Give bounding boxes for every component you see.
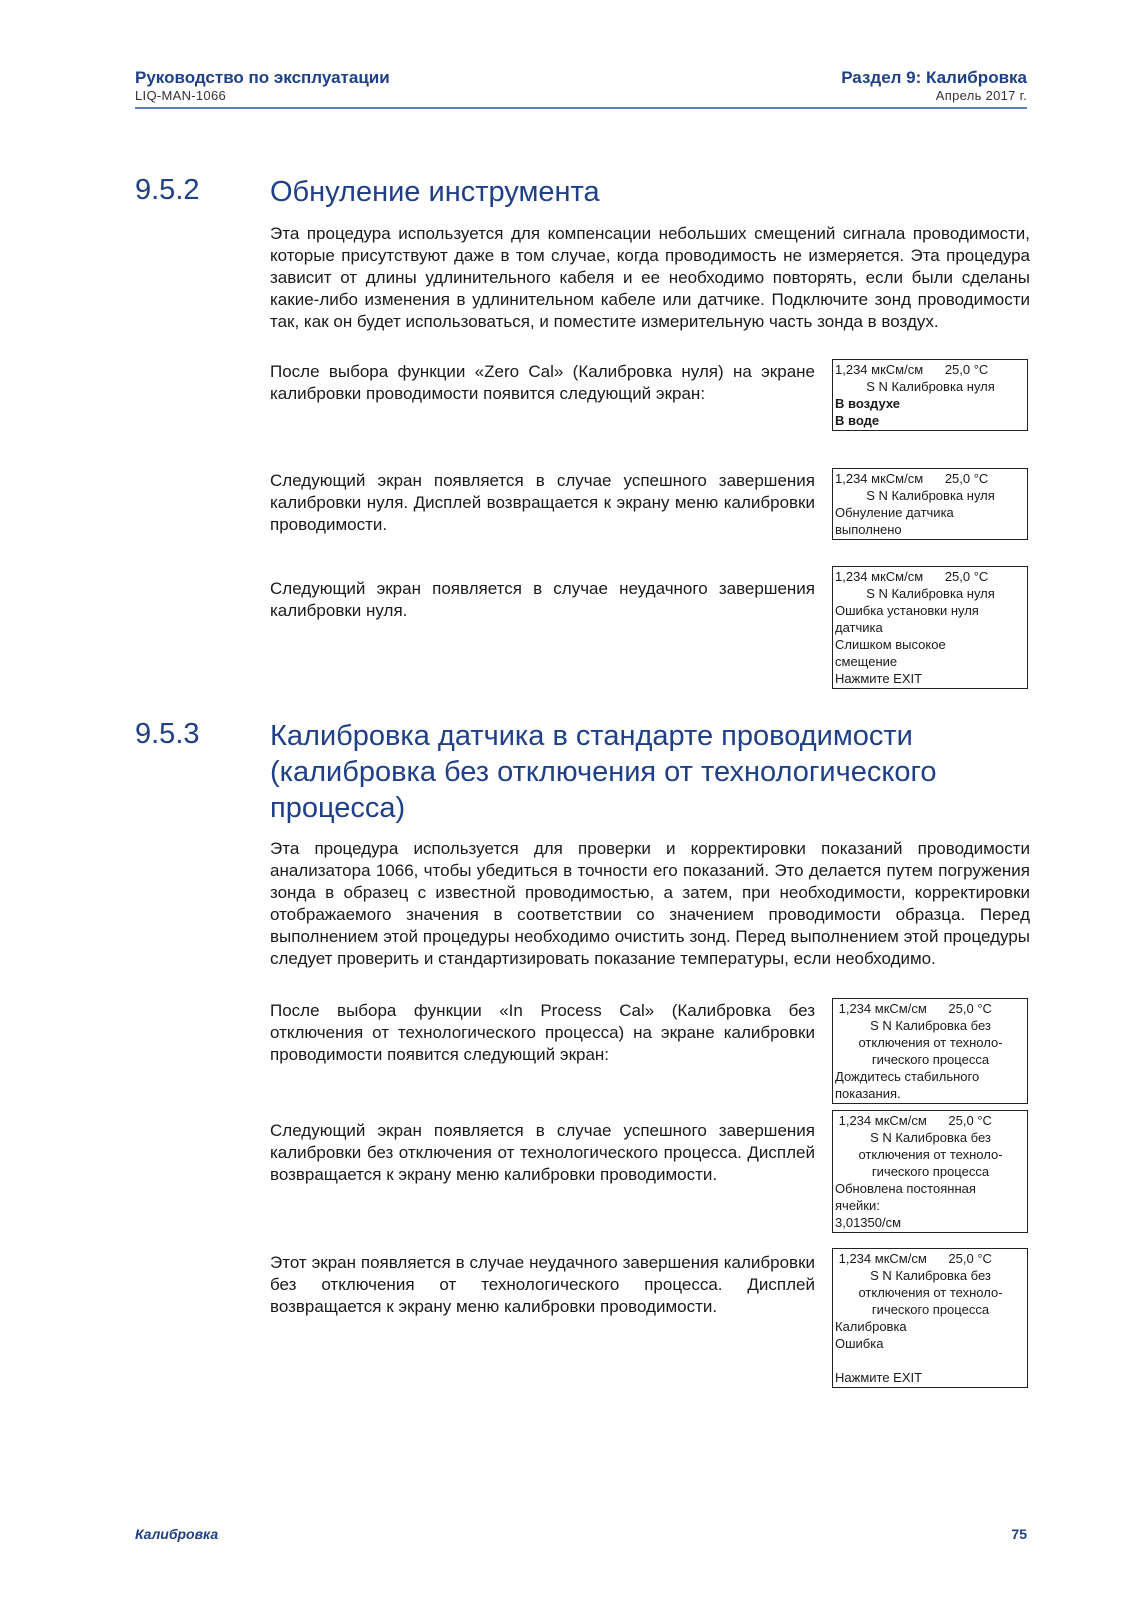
screen-line: 1,234 мкСм/см 25,0 °C <box>835 1251 992 1266</box>
doc-code: LIQ-MAN-1066 <box>135 88 227 103</box>
para-inprocess-start: После выбора функции «In Process Cal» (Калибровка без отключения от технологического процесса) на экране калибровки проводимости появится следующий экран: <box>270 1001 815 1064</box>
screen-line: Обновлена постоянная <box>835 1181 976 1196</box>
header-date: Апрель 2017 г. <box>935 88 1027 103</box>
display-screen-inprocess <box>832 998 1028 1104</box>
screen-line: гического процесса <box>871 1302 990 1317</box>
section-number-953: 9.5.3 <box>135 718 200 750</box>
display-screen-zero-success <box>832 468 1028 540</box>
section-title-line: (калибровка без отключения от технологического <box>270 756 937 788</box>
para-inprocess-fail: Этот экран появляется в случае неудачного завершения калибровки без отключения от технологического процесса. Дисплей возвращается к экрану меню калибровки проводимости. <box>270 1253 815 1316</box>
section-title-953 <box>270 718 1030 826</box>
display-screen-zero-fail <box>832 566 1028 689</box>
screen-line: 1,234 мкСм/см 25,0 °C <box>835 471 989 486</box>
screen-line: гического процесса <box>871 1164 990 1179</box>
section-title-line: процесса) <box>270 792 406 824</box>
screen-line: В воде <box>835 413 880 428</box>
screen-line: смещение <box>835 654 898 669</box>
section-title-952: Обнуление инструмента <box>270 176 600 208</box>
screen-line: S N Калибровка нуля <box>866 586 995 601</box>
screen-line: ячейки: <box>835 1198 880 1213</box>
screen-line: Дождитесь стабильного <box>835 1069 980 1084</box>
display-screen-zero-cal <box>832 359 1028 431</box>
screen-line: Калибровка <box>835 1319 907 1334</box>
screen-line: 1,234 мкСм/см 25,0 °C <box>835 1001 992 1016</box>
screen-line: отключения от техноло- <box>858 1285 1003 1300</box>
screen-line: гического процесса <box>871 1052 990 1067</box>
para-zero-cal-success: Следующий экран появляется в случае успешного завершения калибровки нуля. Дисплей возвращается к экрану меню калибровки проводимости. <box>270 471 815 534</box>
screen-line: Ошибка установки нуля <box>835 603 979 618</box>
header-right <box>841 68 1027 104</box>
screen-line: Ошибка <box>835 1336 884 1351</box>
header-divider <box>135 107 1027 109</box>
screen-line: S N Калибровка нуля <box>866 488 995 503</box>
screen-line: 3,01350/см <box>835 1215 902 1230</box>
footer-section-name: Калибровка <box>135 1526 219 1542</box>
screen-line: В воздухе <box>835 396 900 411</box>
screen-line: S N Калибровка без <box>870 1130 991 1145</box>
screen-line: Обнуление датчика <box>835 505 954 520</box>
display-screen-inprocess-fail <box>832 1248 1028 1388</box>
screen-line: Нажмите EXIT <box>835 1370 923 1385</box>
para-zero-cal-start: После выбора функции «Zero Cal» (Калибровка нуля) на экране калибровки проводимости появится следующий экран: <box>270 362 815 403</box>
screen-line <box>835 1352 1026 1369</box>
screen-line: Слишком высокое <box>835 637 946 652</box>
screen-line: отключения от техноло- <box>858 1035 1003 1050</box>
para-zero-cal-fail: Следующий экран появляется в случае неудачного завершения калибровки нуля. <box>270 579 815 620</box>
intro-953: Эта процедура используется для проверки и корректировки показаний проводимости анализатора 1066, чтобы убедиться в точности его показаний. Это делается путем погружения зонда в образец с известной проводимостью, а затем, при необходимости, корректировки отображаемого значения в соответствии со значением проводимости образца. Перед выполнением этой процедуры необходимо очистить зонд. Перед выполнением этой процедуры следует проверить и стандартизировать показание температуры, если необходимо. <box>270 839 1030 968</box>
section-title-line: Калибровка датчика в стандарте проводимости <box>270 720 913 752</box>
screen-line: отключения от техноло- <box>858 1147 1003 1162</box>
intro-952: Эта процедура используется для компенсации небольших смещений сигнала проводимости, которые присутствуют даже в том случае, когда проводимость не измеряется. Эта процедура зависит от длины удлинительного кабеля и ее необходимо повторять, если были сделаны какие-либо изменения в удлинительном кабеле или датчике. Подключите зонд проводимости так, как он будет использоваться, и поместите измерительную часть зонда в воздух. <box>270 224 1030 331</box>
manual-title: Руководство по эксплуатации <box>135 68 390 87</box>
screen-line: 1,234 мкСм/см 25,0 °C <box>835 1113 992 1128</box>
section-header: Раздел 9: Калибровка <box>841 68 1027 87</box>
para-inprocess-success: Следующий экран появляется в случае успешного завершения калибровки без отключения от технологического процесса. Дисплей возвращается к экрану меню калибровки проводимости. <box>270 1121 815 1184</box>
screen-line: 1,234 мкСм/см 25,0 °C <box>835 569 989 584</box>
screen-line: S N Калибровка нуля <box>866 379 995 394</box>
screen-line: датчика <box>835 620 883 635</box>
section-number-952: 9.5.2 <box>135 174 200 206</box>
header-left <box>135 68 390 104</box>
screen-line: S N Калибровка без <box>870 1268 991 1283</box>
screen-line: показания. <box>835 1086 901 1101</box>
screen-line: Нажмите EXIT <box>835 671 923 686</box>
page-number: 75 <box>1011 1526 1027 1542</box>
screen-line: 1,234 мкСм/см 25,0 °C <box>835 362 989 377</box>
screen-line: выполнено <box>835 522 902 537</box>
display-screen-inprocess-success <box>832 1110 1028 1233</box>
screen-line: S N Калибровка без <box>870 1018 991 1033</box>
